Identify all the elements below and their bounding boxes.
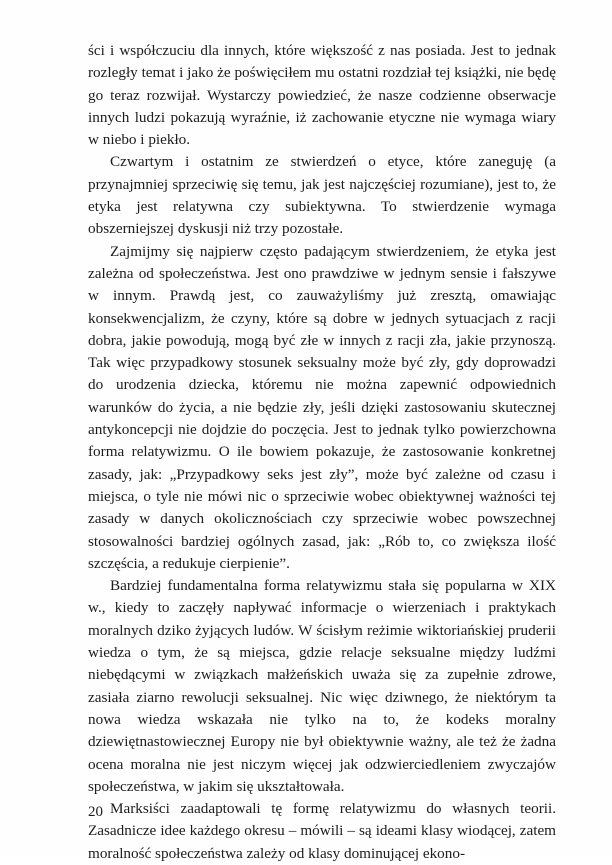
paragraph-1: ści i współczuciu dla innych, które większość z nas posiada. Jest to jednak rozległy temat i jako że poświęciłem mu ostatni rozdział tej książki, nie będę go teraz rozwijał. Wystarczy powiedzieć, że nasze codzienne obserwacje innych ludzi pokazują wyraźnie, iż zachowanie etyczne nie wymaga wiary w niebo i piekło. (88, 42, 556, 149)
paragraph-4: Bardziej fundamentalna forma relatywizmu stała się popularna w XIX w., kiedy to zaczęły napływać informacje o wierzeniach i praktykach moralnych dziko żyjących ludów. W ścisłym reżimie wiktoriańskiej pruderii wiedza o tym, że są miejsca, gdzie relacje seksualne między ludźmi niebędącymi w związkach małżeńskich uważa się za zupełnie zdrowe, zasiała ziarno rewolucji seksualnej. Nic więc dziwnego, że niektórym ta nowa wiedza wskazała nie tylko na to, że kodeks moralny dziewiętnastowiecznej Europy nie był obiektywnie ważny, ale też że żadna ocena moralna nie jest niczym więcej jak odzwierciedleniem zwyczajów społeczeństwa, w jakim się ukształtowała. (88, 577, 556, 795)
page-number: 20 (88, 804, 103, 820)
paragraph-2: Czwartym i ostatnim ze stwierdzeń o etyce, które zaneguję (a przynajmniej sprzeciwię się temu, jak jest najczęściej rozumiane), jest to, że etyka jest relatywna czy subiektywna. To stwierdzenie wymaga obszerniejszej dyskusji niż trzy pozostałe. (88, 153, 556, 238)
paragraph-3: Zajmijmy się najpierw często padającym stwierdzeniem, że etyka jest zależna od społeczeństwa. Jest ono prawdziwe w jednym sensie i fałszywe w innym. Prawdą jest, co zauważyliśmy już zresztą, omawiając konsekwencjalizm, że czyny, które są dobre w jednych sytuacjach z racji dobra, jakie powodują, mogą być złe w innych z racji zła, jakie przynoszą. Tak więc przypadkowy stosunek seksualny może być zły, gdy doprowadzi do urodzenia dziecka, któremu nie można zapewnić odpowiednich warunków do życia, a nie będzie zły, jeśli dzięki zastosowaniu skutecznej antykoncepcji nie dojdzie do poczęcia. Jest to jednak tylko powierzchowna forma relatywizmu. O ile bowiem pokazuje, że zastosowanie konkretnej zasady, jak: „Przypadkowy seks jest zły”, może być zależne od czasu i miejsca, o tyle nie mówi nic o sprzeciwie wobec obiektywnej ważności tej zasady w danych okolicznościach czy sprzeciwie wobec powszechnej stosowalności bardziej ogólnych zasad, jak: „Rób to, co zwiększa ilość szczęścia, a redukuje cierpienie”. (88, 242, 556, 572)
body-text (88, 40, 556, 865)
paragraph-5: Marksiści zaadaptowali tę formę relatywizmu do własnych teorii. Zasadnicze idee każdego okresu – mówili – są ideami klasy wiodącej, zatem moralność społeczeństwa zależy od klasy dominującej ekono- (88, 800, 556, 862)
